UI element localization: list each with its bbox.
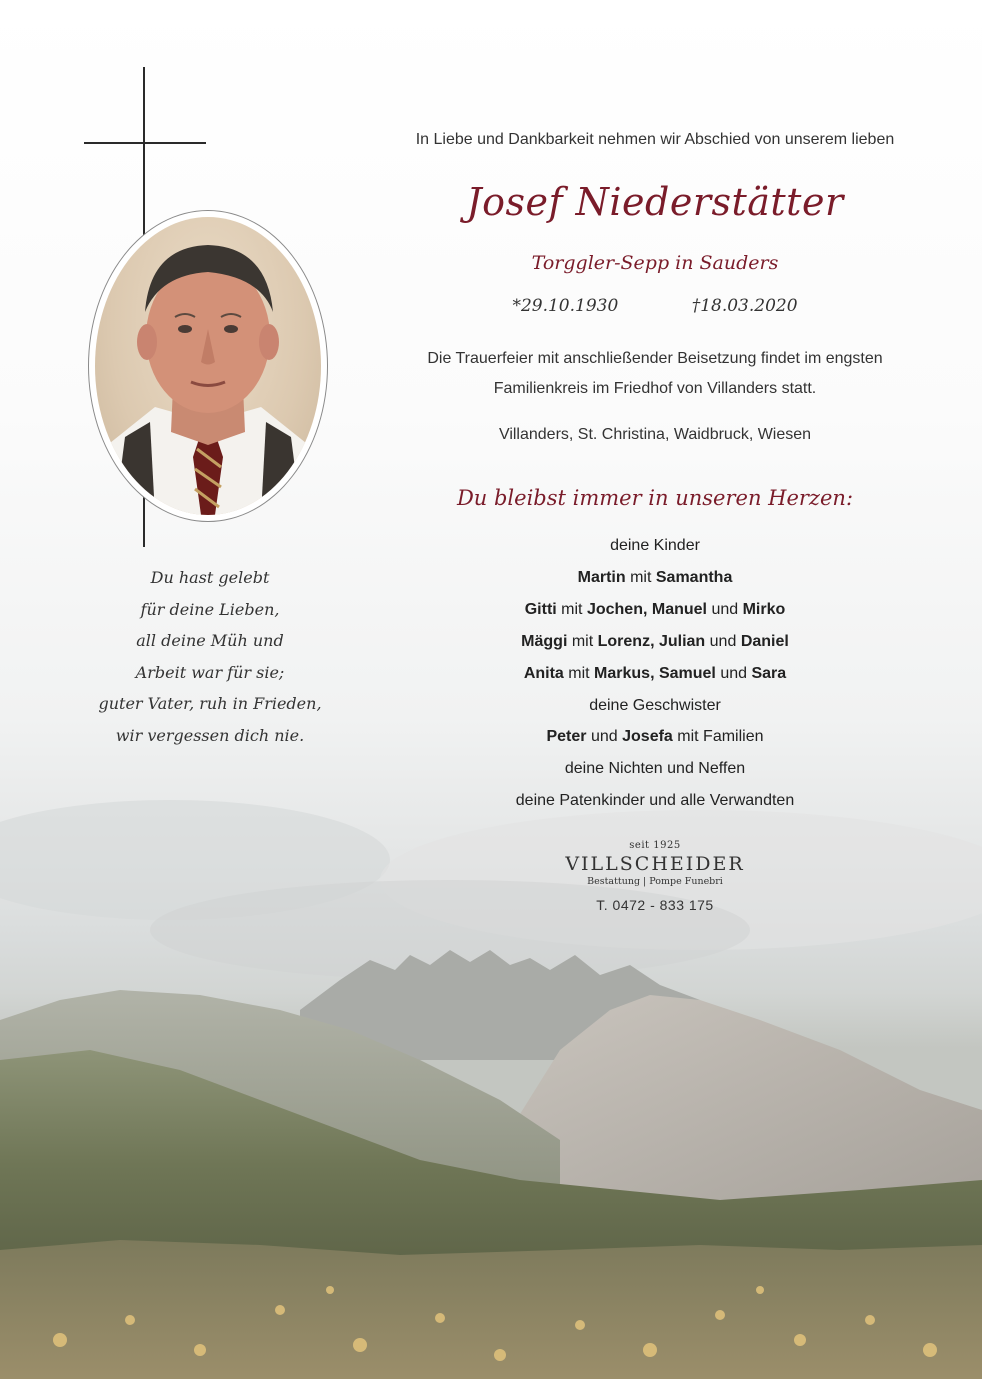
funeral-home-subtitle: Bestattung | Pompe Funebri <box>587 876 723 887</box>
death-date: †18.03.2020 <box>691 296 798 316</box>
family-label-children: deine Kinder <box>610 537 700 554</box>
places: Villanders, St. Christina, Waidbruck, Wiesen <box>498 426 812 443</box>
family-row <box>370 658 940 690</box>
family-name: Mäggi <box>521 632 568 650</box>
family-row <box>370 721 940 753</box>
family-label-godchildren: deine Patenkinder und alle Verwandten <box>515 792 795 810</box>
deceased-name: Josef Niederstätter <box>466 180 844 224</box>
family-name: Jochen, Manuel <box>586 600 707 618</box>
family-connector: und <box>709 632 737 650</box>
family-connector: und <box>590 728 618 746</box>
ceremony-text <box>370 344 940 404</box>
family-row <box>370 626 940 658</box>
ceremony-line: Die Trauerfeier mit anschließender Beisetzung findet im engsten <box>427 350 883 367</box>
nickname: Torggler-Sepp in Sauders <box>531 252 779 274</box>
family-name: Samantha <box>655 568 733 586</box>
family-name: Lorenz, Julian <box>597 632 706 650</box>
family-name: Peter <box>546 728 587 746</box>
birth-date: *29.10.1930 <box>512 296 619 316</box>
mourners-heading: Du bleibst immer in unseren Herzen: <box>456 486 854 510</box>
life-dates <box>370 296 940 316</box>
family-name: Markus, Samuel <box>594 664 716 682</box>
poem-line: Arbeit war für sie; <box>135 662 285 682</box>
family-connector: und <box>711 600 739 618</box>
family-row <box>370 594 940 626</box>
family-name: Sara <box>751 664 787 682</box>
family-name: Josefa <box>622 728 673 746</box>
family-connector: mit Familien <box>677 728 764 746</box>
intro-line: In Liebe und Dankbarkeit nehmen wir Abschied von unserem lieben <box>415 131 895 148</box>
family-name: Anita <box>523 664 564 682</box>
poem-line: guter Vater, ruh in Frieden, <box>98 694 322 713</box>
funeral-home-since: seit 1925 <box>629 840 681 851</box>
poem-line: wir vergessen dich nie. <box>115 725 305 745</box>
funeral-home-logo: VILLSCHEIDER <box>565 853 745 875</box>
poem-line: all deine Müh und <box>136 631 284 650</box>
funeral-home-phone: T. 0472 - 833 175 <box>596 897 714 913</box>
ceremony-line: Familienkreis im Friedhof von Villanders statt. <box>493 380 817 397</box>
family-list <box>370 530 940 817</box>
family-name: Mirko <box>742 600 786 618</box>
funeral-home-block <box>370 840 940 913</box>
portrait-illustration <box>95 217 321 515</box>
cross-horizontal-line <box>84 142 206 144</box>
family-connector: und <box>720 664 748 682</box>
family-label-siblings: deine Geschwister <box>589 696 721 714</box>
family-label-nieces: deine Nichten und Neffen <box>564 760 746 778</box>
poem <box>60 562 360 751</box>
family-connector: mit <box>561 600 583 618</box>
poem-line: Du hast gelebt <box>150 568 270 587</box>
family-name: Martin <box>577 568 626 586</box>
poem-line: für deine Lieben, <box>140 599 280 619</box>
family-connector: mit <box>568 664 590 682</box>
portrait-photo <box>95 217 321 515</box>
family-name: Daniel <box>740 632 789 650</box>
family-row <box>370 562 940 594</box>
family-name: Gitti <box>524 600 557 618</box>
family-connector: mit <box>571 632 594 650</box>
family-connector: mit <box>630 568 652 586</box>
